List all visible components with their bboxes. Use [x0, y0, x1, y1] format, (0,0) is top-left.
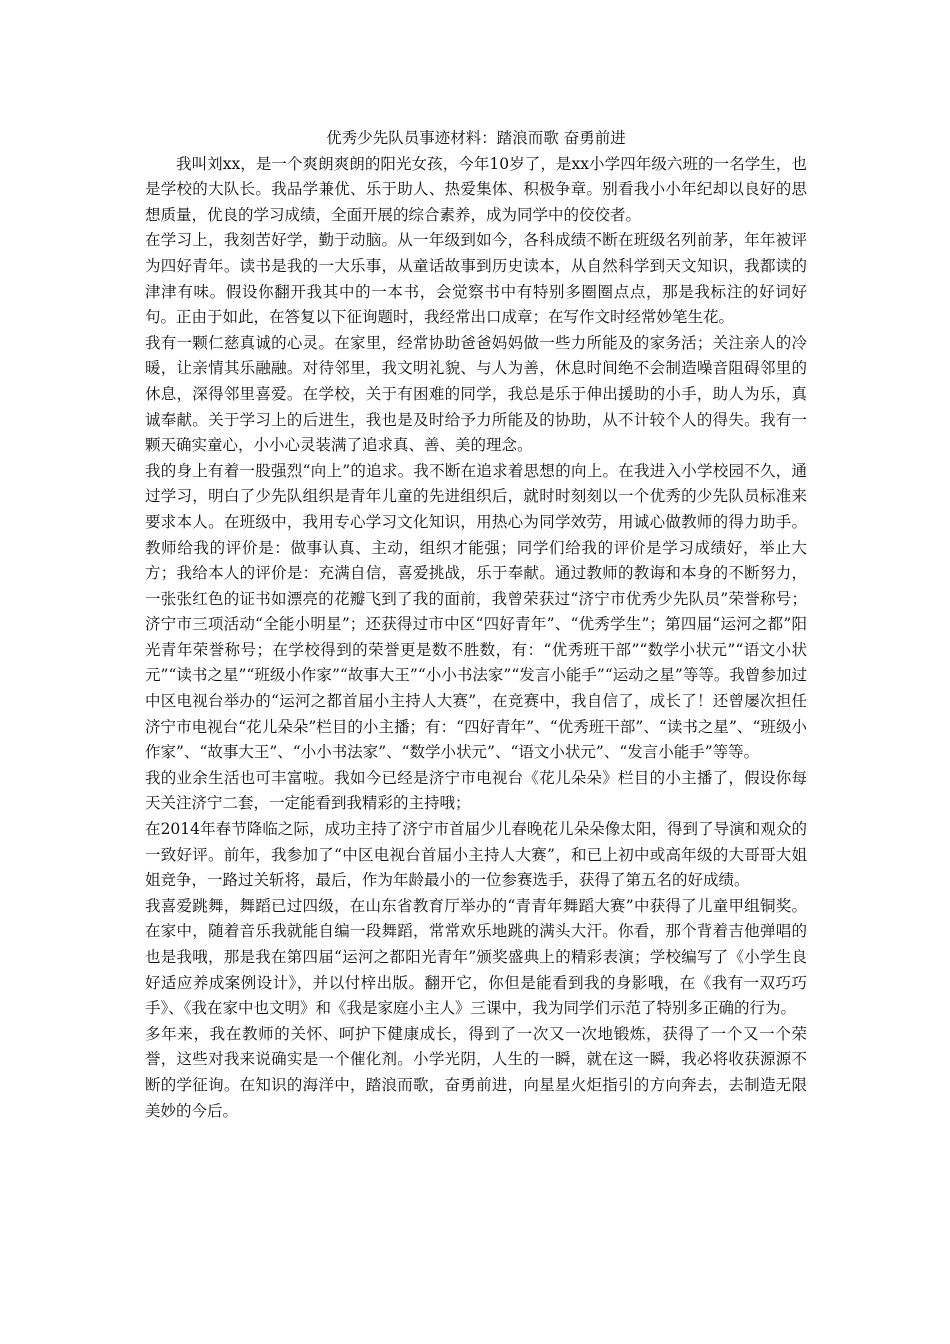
paragraph-kindness: 我有一颗仁慈真诚的心灵。在家里，经常协助爸爸妈妈做一些力所能及的家务活；关注亲人的冷暖，让亲情其乐融融。对待邻里，我文明礼貌、与人为善，休息时间绝不会制造噪音阻碍邻里的休息，深得邻里喜爱。在学校，关于有困难的同学，我总是乐于伸出援助的小手，助人为乐，真诚奉献。关于学习上的后进生，我也是及时给予力所能及的协助，从不计较个人的得失。我有一颗天确实童心，小小心灵装满了追求真、善、美的理念。 [145, 333, 807, 455]
document-page [145, 126, 807, 1124]
paragraph-intro: 我叫刘xx，是一个爽朗爽朗的阳光女孩，今年10岁了，是xx小学四年级六班的一名学生，也是学校的大队长。我品学兼优、乐于助人、热爱集体、积极争章。别看我小小年纪却以良好的思想质量，优良的学习成绩，全面开展的综合素养，成为同学中的佼佼者。 [145, 154, 807, 224]
document-title: 优秀少先队员事迹材料：踏浪而歌 奋勇前进 [326, 129, 626, 147]
paragraph-hosting: 在2014年春节降临之际，成功主持了济宁市首届少儿春晚花儿朵朵像太阳，得到了导演和观众的一致好评。前年，我参加了“中区电视台首届小主持人大赛”，和已上初中或高年级的大哥哥大姐姐竞争，一路过关斩将，最后，作为年龄最小的一位参赛选手，获得了第五名的好成绩。 [145, 820, 807, 890]
paragraph-study: 在学习上，我刻苦好学，勤于动脑。从一年级到如今，各科成绩不断在班级名列前茅，年年被评为四好青年。读书是我的一大乐事，从童话故事到历史读本，从自然科学到天文知识，我都读的津津有味。假设你翻开我其中的一本书，会觉察书中有特别多圈圈点点，那是我标注的好词好句。正由于如此，在答复以下征询题时，我经常出口成章；在写作文时经常妙笔生花。 [145, 231, 807, 327]
paragraph-dance: 我喜爱跳舞，舞蹈已过四级，在山东省教育厅举办的“青青年舞蹈大赛”中获得了儿童甲组铜奖。在家中，随着音乐我就能自编一段舞蹈，常常欢乐地跳的满头大汗。你看，那个背着吉他弹唱的也是我哦，那是我在第四届“运河之都阳光青年”颁奖盛典上的精彩表演；学校编写了《小学生良好适应养成案例设计》，并以付梓出版。翻开它，你但是能看到我的身影哦，在《我有一双巧巧手》、《我在家中也文明》和《我是家庭小主人》三课中，我为同学们示范了特别多正确的行为。 [145, 896, 807, 1018]
paragraph-honors: 我的身上有着一股强烈“向上”的追求。我不断在追求着思想的向上。在我进入小学校园不久，通过学习，明白了少先队组织是青年儿童的先进组织后，就时时刻刻以一个优秀的少先队员标准来要求本人。在班级中，我用专心学习文化知识，用热心为同学效劳，用诚心做教师的得力助手。教师给我的评价是：做事认真、主动，组织才能强；同学们给我的评价是学习成绩好，举止大方；我给本人的评价是：充满自信，喜爱挑战，乐于奉献。通过教师的教诲和本身的不断努力，一张张红色的证书如漂亮的花瓣飞到了我的面前，我曾荣获过“济宁市优秀少先队员”荣誉称号；济宁市三项活动“全能小明星”；还获得过市中区“四好青年”、“优秀学生”；第四届“运河之都”阳光青年荣誉称号；在学校得到的荣誉更是数不胜数，有：“优秀班干部”“数学小状元”“语文小状元”“读书之星”“班级小作家”“故事大王”“小小书法家”“发言小能手”“运动之星”等等。我曾参加过中区电视台举办的“运河之都首届小主持人大赛”，在竞赛中，我自信了，成长了！还曾屡次担任济宁市电视台“花儿朵朵”栏目的小主播；有：“四好青年”、“优秀班干部”、“读书之星”、“班级小作家”、“故事大王”、“小小书法家”、“数学小状元”、“语文小状元”、“发言小能手”等等。 [145, 461, 807, 762]
paragraph-hobbies: 我的业余生活也可丰富啦。我如今已经是济宁市电视台《花儿朵朵》栏目的小主播了，假设你每天关注济宁二套，一定能看到我精彩的主持哦； [145, 768, 807, 813]
paragraph-conclusion: 多年来，我在教师的关怀、呵护下健康成长，得到了一次又一次地锻炼，获得了一个又一个荣誉，这些对我来说确实是一个催化剂。小学光阴，人生的一瞬，就在这一瞬，我必将收获源源不断的学征询。在知识的海洋中，踏浪而歌，奋勇前进，向星星火炬指引的方向奔去，去制造无限美妙的今后。 [145, 1024, 807, 1120]
